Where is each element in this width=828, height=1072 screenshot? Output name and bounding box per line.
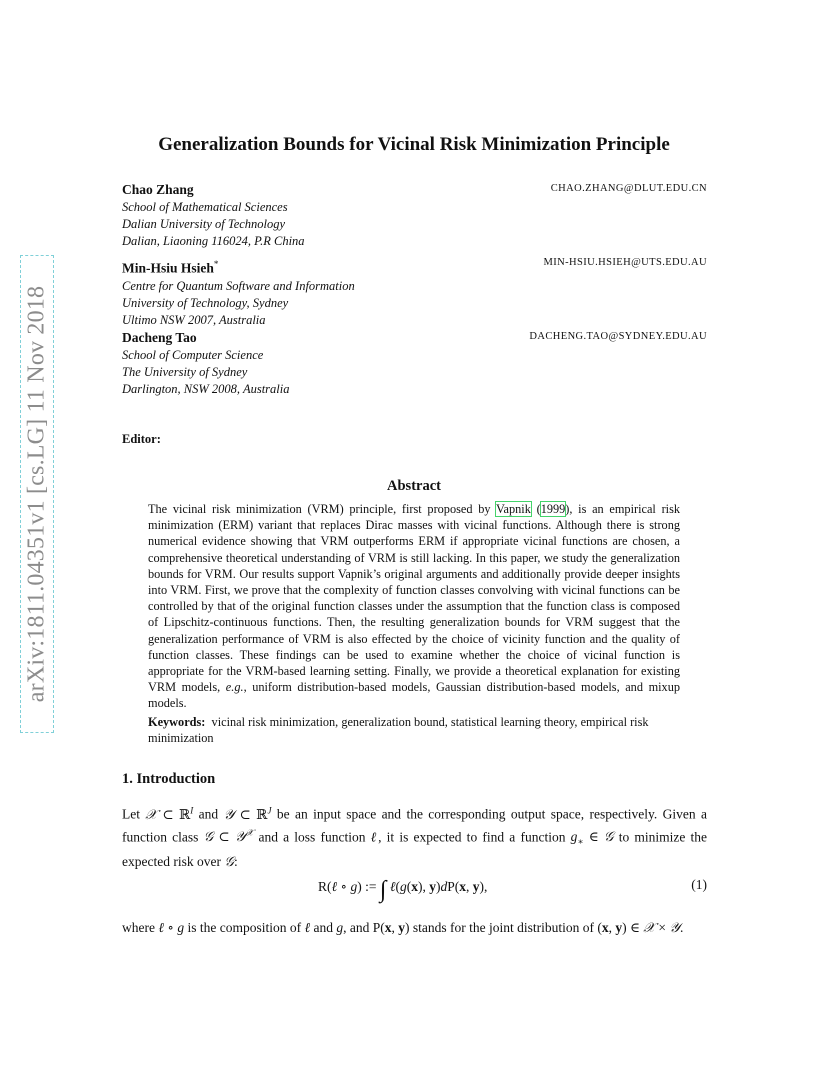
affiliation-line: Dalian University of Technology: [122, 217, 286, 231]
author-name: Dacheng Tao: [122, 330, 197, 345]
text: where: [122, 920, 159, 935]
abstract-text: , uniform distribution-based models, Gaussian distribution-based models, and mixup models.: [148, 680, 680, 711]
math: 𝒢 ⊂ 𝒴$^𝒳$: [203, 827, 254, 844]
affiliation-line: Centre for Quantum Software and Information: [122, 278, 355, 293]
text: is the composition of: [184, 920, 305, 935]
text: and: [310, 920, 337, 935]
math: 𝒳 ⊂ ℝ$^I$: [145, 805, 194, 822]
abstract-emphasis: e.g.: [225, 680, 244, 695]
abstract-text: (: [530, 502, 541, 516]
author-footnote-mark[interactable]: *: [213, 259, 219, 269]
intro-paragraph: [122, 801, 707, 871]
text: stands for the joint distribution of: [409, 920, 598, 935]
author-name: Min-Hsiu Hsieh: [122, 260, 214, 276]
text: and a loss function: [253, 829, 371, 844]
author-email[interactable]: DACHENG.TAO@SYDNEY.EDU.AU: [529, 331, 707, 342]
author-block-1: [122, 181, 707, 250]
text: Let: [122, 806, 146, 822]
text: and: [193, 806, 224, 822]
keywords: [148, 714, 680, 746]
affiliation-line: School of Mathematical Sciences: [122, 200, 288, 214]
math: ℓ ∘ g: [158, 920, 185, 935]
intro-paragraph: [122, 918, 707, 937]
text: to minimize the expected risk over: [122, 829, 708, 869]
math: 𝒢: [224, 853, 234, 869]
arxiv-identifier[interactable]: arXiv:1811.04351v1 [cs.LG] 11 Nov 2018: [23, 285, 50, 703]
abstract-text: ), is an empirical risk minimization (ERM) variant that replaces Dirac masses with vicinal functions. Although there is strong numerical evidence showing that VRM outperforms ERM if appropriate vicinal functions are chosen, a comprehensive theoretical understanding of VRM is still lacking. In this paper, we study the generalization bounds for VRM. Our results support Vapnik’s original arguments and additionally provide deeper insights into VRM. First, we prove that the complexity of function classes convolving with vicinal functions can be controlled by that of the original function classes under the assumption that the function class is composed of Lipschitz-continuous functions. Then, the resulting generalization bounds for VRM suggest that the generalization performance of VRM is also effected by the choice of vicinity function and the quality of function classes. These findings can be used to examine whether the choice of vicinal function is appropriate for the VRM-based learning setting. Finally, we provide a theoretical explanation for existing VRM models,: [148, 502, 681, 695]
affiliation-line: University of Technology, Sydney: [122, 295, 289, 310]
author-block-3: [122, 329, 707, 398]
math: ℓ: [304, 920, 311, 935]
abstract-heading: Abstract: [387, 478, 441, 494]
math: 𝒴 ⊂ ℝ$^J$: [223, 805, 272, 822]
affiliation-line: Ultimo NSW 2007, Australia: [122, 312, 266, 327]
keywords-label: Keywords:: [148, 715, 206, 729]
affiliation-line: The University of Sydney: [122, 365, 248, 379]
affiliation-line: Darlington, NSW 2008, Australia: [122, 382, 290, 396]
equation: R(ℓ ∘ g) := ∫ ℓ(g(x), y)dP(x, y),: [318, 877, 488, 903]
abstract-text: The vicinal risk minimization (VRM) principle, first proposed by: [148, 502, 497, 516]
abstract-body: [148, 501, 680, 712]
paper-title: Generalization Bounds for Vicinal Risk Minimization Principle: [158, 134, 670, 155]
editor-label: Editor:: [122, 432, 161, 446]
text: be an input space and the corresponding output space, respectively. Given a function class: [122, 806, 707, 844]
text: , it is expected to find a function: [378, 829, 571, 844]
author-name: Chao Zhang: [122, 182, 194, 197]
citation-link[interactable]: Vapnik: [496, 502, 531, 516]
author-email[interactable]: CHAO.ZHANG@DLUT.EDU.CN: [550, 183, 707, 194]
text: .: [679, 920, 684, 935]
author-block-2: [122, 255, 707, 329]
text: :: [233, 853, 238, 869]
citation-year-link[interactable]: 1999: [540, 502, 566, 516]
text: , and: [343, 920, 373, 935]
section-heading: 1. Introduction: [122, 771, 216, 787]
math: g: [336, 920, 344, 935]
affiliation-line: School of Computer Science: [122, 348, 264, 362]
equation-number[interactable]: (1): [691, 877, 707, 892]
affiliation-line: Dalian, Liaoning 116024, P.R China: [122, 234, 305, 248]
math: ℓ: [370, 829, 379, 844]
author-email[interactable]: MIN-HSIU.HSIEH@UTS.EDU.AU: [543, 257, 707, 268]
math: (x, y) ∈ 𝒳 × 𝒴: [597, 920, 680, 935]
keywords-list: vicinal risk minimization, generalization bound, statistical learning theory, empirical risk minimization: [148, 715, 649, 746]
math: P(x, y): [372, 920, 410, 935]
math: $g_∗$ ∈ 𝒢: [570, 829, 614, 847]
